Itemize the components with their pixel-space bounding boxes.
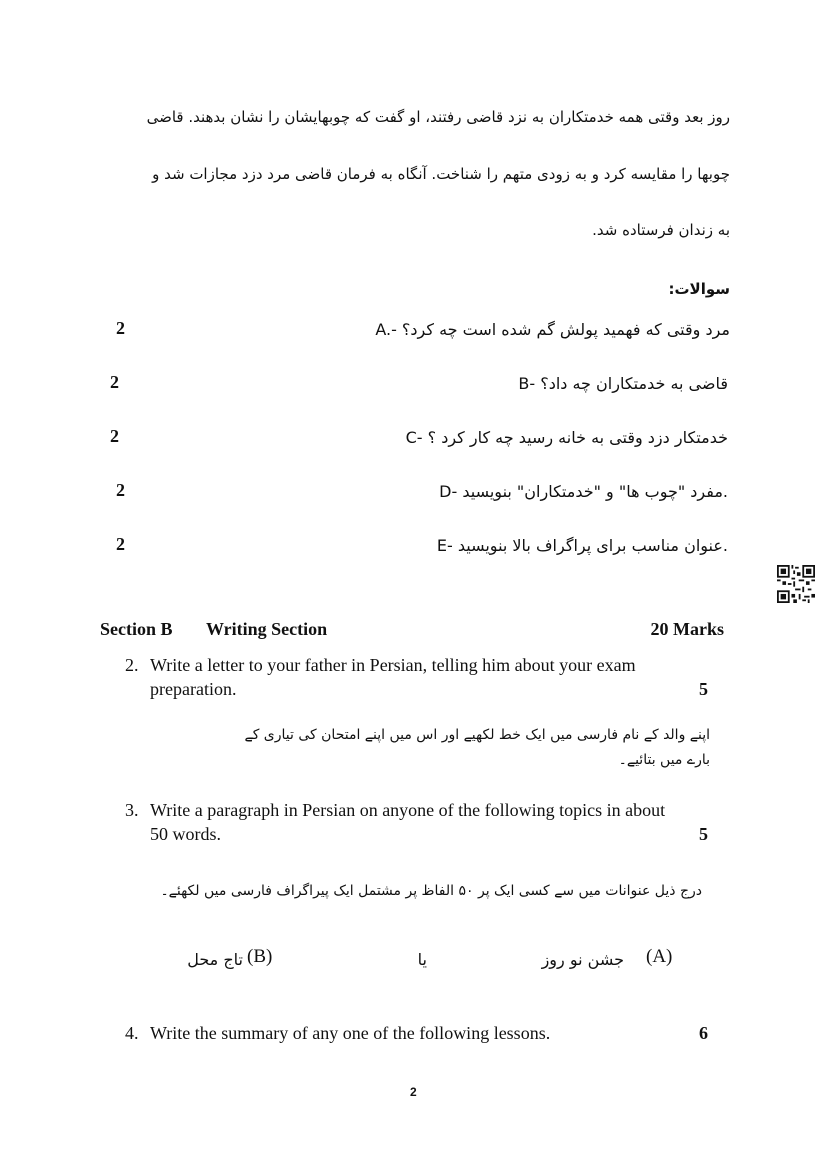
q3-option-b-text: تاج محل (187, 950, 243, 969)
question-d: D- مفرد "چوب ها" و "خدمتکاران" بنویسید. (439, 482, 728, 501)
q2-urdu-line-2: بارے میں بتائیے۔ (618, 752, 710, 768)
passage-line-2: چوبها را مقایسه کرد و به زودی متهم را شناخت. آنگاه به فرمان قاضی مرد دزد مجازات شد و (152, 165, 730, 183)
q3-option-a-text: جشن نو روز (541, 950, 624, 969)
q4-marks: 6 (699, 1023, 708, 1043)
question-d-marks: 2 (116, 480, 125, 500)
question-b-marks: 2 (110, 372, 119, 392)
q2-line-1: Write a letter to your father in Persian, telling him about your exam (150, 655, 636, 675)
passage-line-1: روز بعد وقتی همه خدمتکاران به نزد قاضی رفتند، او گفت که چوبهایشان را نشان بدهند. قاضی (146, 108, 730, 126)
q2-line-2: preparation. (150, 679, 237, 699)
q3-option-b-label: (B) (247, 946, 273, 967)
section-label: Section B (100, 619, 173, 639)
question-c: C- خدمتکار دزد وقتی به خانه رسید چه کار کرد ؟ (405, 428, 728, 447)
section-marks: 20 Marks (650, 619, 724, 639)
q2-number: 2. (125, 655, 139, 675)
q2-marks: 5 (699, 679, 708, 699)
question-c-marks: 2 (110, 426, 119, 446)
q4-text: Write the summary of any one of the following lessons. (150, 1023, 551, 1043)
q3-or: یا (417, 950, 427, 969)
question-a-marks: 2 (116, 318, 125, 338)
q3-number: 3. (125, 800, 139, 820)
q2-urdu-line-1: اپنے والد کے نام فارسی میں ایک خط لکھیے اور اس میں اپنے امتحان کی تیاری کے (244, 727, 710, 743)
q3-option-a-label: (A) (646, 946, 673, 967)
page-number: 2 (410, 1085, 417, 1099)
q3-line-1: Write a paragraph in Persian on anyone of the following topics in about (150, 800, 666, 820)
q3-marks: 5 (699, 824, 708, 844)
q3-line-2: 50 words. (150, 824, 221, 844)
passage-line-3: به زندان فرستاده شد. (592, 221, 730, 239)
question-e-marks: 2 (116, 534, 125, 554)
question-a: A.- مرد وقتی که فهمید پولش گم شده است چه کرد؟ (375, 320, 730, 339)
questions-heading: سوالات: (668, 280, 730, 298)
q3-urdu-instruction: درج ذیل عنوانات میں سے کسی ایک پر ۵۰ الفاظ پر مشتمل ایک پیراگراف فارسی میں لکھئے۔ (160, 883, 702, 899)
section-title: Writing Section (206, 619, 328, 639)
qr-code-icon (777, 565, 815, 603)
q4-number: 4. (125, 1023, 139, 1043)
question-e: E- عنوان مناسب برای پراگراف بالا بنویسید. (436, 536, 728, 555)
question-b: B- قاضی به خدمتکاران چه داد؟ (518, 374, 728, 393)
